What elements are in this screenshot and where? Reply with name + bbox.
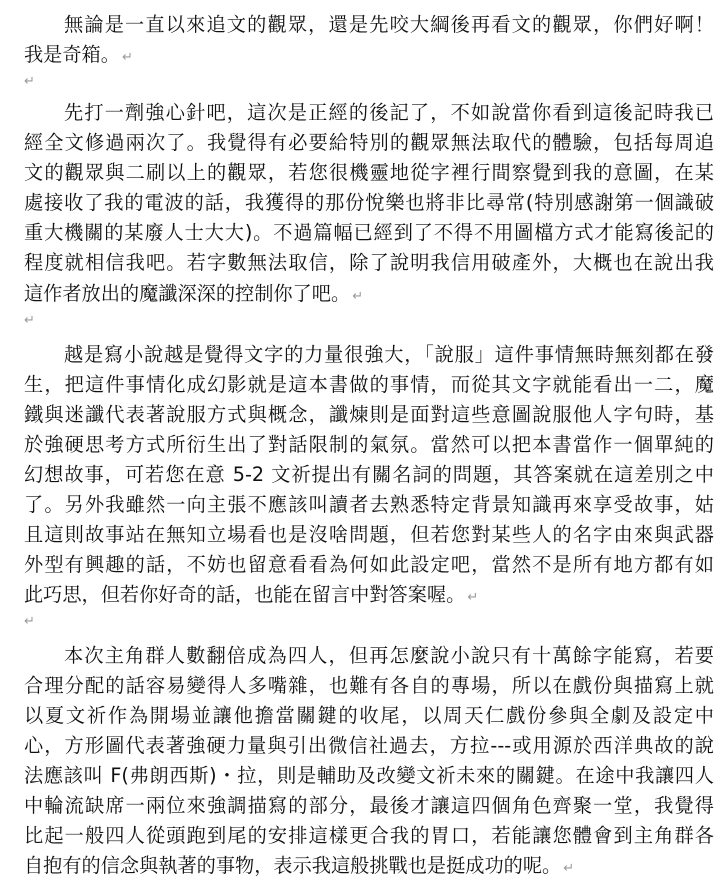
paragraph-2-line-7-text: 這作者放出的魔讖深深的控制你了吧。 [24, 282, 351, 305]
paragraph-3-line-1: 越是寫小說越是覺得文字的力量很強大，「說服」這件事情無時無刻都在發 [64, 343, 714, 366]
paragraph-2-line-3: 文的觀眾與二刷以上的觀眾，若您很機靈地從字裡行間察覺到我的意圖，在某 [24, 161, 714, 184]
paragraph-4-line-6: 中輪流缺席一兩位來強調描寫的部分，最後才讓這四個角色齊聚一堂，我覺得 [24, 794, 714, 817]
paragraph-3-line-3: 鐵與迷讖代表著說服方式與概念，讖煉則是面對這些意圖說服他人字句時，基 [24, 403, 714, 426]
paragraph-3-line-8: 外型有興趣的話，不妨也留意看看為何如此設定吧，當然不是所有地方都有如 [24, 553, 714, 576]
empty-line-mark-icon: ↵ [24, 74, 35, 89]
paragraph-3-line-2: 生，把這件事情化成幻影就是這本書做的事情，而從其文字就能看出一二，魔 [24, 373, 714, 396]
paragraph-2-line-7 [24, 279, 714, 309]
paragraph-3-line-5: 幻想故事，可若您在意 5-2 文祈提出有關名詞的問題，其答案就在這差別之中 [24, 463, 714, 486]
empty-line-mark-icon: ↵ [24, 313, 35, 328]
paragraph-mark-icon: ↵ [467, 590, 479, 605]
paragraph-3-line-7: 且這則故事站在無知立場看也是沒啥問題，但若您對某些人的名字由來與武器 [24, 523, 714, 546]
paragraph-3-line-4: 於強硬思考方式所衍生出了對話限制的氣氛。當然可以把本書當作一個單純的 [24, 433, 714, 456]
paragraph-4-line-8 [24, 851, 714, 881]
paragraph-3-line-6: 了。另外我雖然一向主張不應該叫讀者去熟悉特定背景知識再來享受故事，姑 [24, 493, 714, 516]
paragraph-2-line-5: 重大機關的某廢人士大大)。不過篇幅已經到了不得不用圖檔方式才能寫後記的 [24, 221, 714, 244]
paragraph-2-line-6: 程度就相信我吧。若字數無法取信，除了說明我信用破產外，大概也在說出我 [24, 251, 714, 274]
paragraph-4-line-4: 心，方形圖代表著強硬力量與引出微信社過去，方拉---或用源於西洋典故的說 [24, 734, 714, 757]
paragraph-3-line-9-text: 此巧思，但若你好奇的話，也能在留言中對答案喔。 [24, 583, 466, 606]
paragraph-mark-icon: ↵ [563, 861, 575, 876]
paragraph-4-line-2: 合理分配的話容易變得人多嘴雜，也難有各自的專場，所以在戲份與描寫上就 [24, 674, 714, 697]
paragraph-2-line-4: 處接收了我的電波的話，我獲得的那份悅樂也將非比尋常(特別感謝第一個識破 [24, 191, 714, 214]
paragraph-4-line-1: 本次主角群人數翻倍成為四人，但再怎麼說小說只有十萬餘字能寫，若要 [64, 644, 714, 667]
paragraph-4-line-5: 法應該叫 F(弗朗西斯)・拉，則是輔助及改變文祈未來的關鍵。在途中我讓四人 [24, 764, 714, 787]
paragraph-1-line-2 [24, 40, 714, 70]
paragraph-2-line-1: 先打一劑強心針吧，這次是正經的後記了，不如說當你看到這後記時我已 [64, 101, 714, 124]
paragraph-mark-icon: ↵ [121, 50, 133, 65]
paragraph-4-line-3: 以夏文祈作為開場並讓他擔當關鍵的收尾，以周天仁戲份參與全劇及設定中 [24, 704, 714, 727]
paragraph-3-line-9 [24, 580, 714, 610]
empty-line-mark-icon: ↵ [24, 614, 35, 629]
paragraph-4-line-8-text: 自抱有的信念與執著的事物，表示我這般挑戰也是挺成功的呢。 [24, 854, 562, 877]
paragraph-2-line-2: 經全文修過兩次了。我覺得有必要給特別的觀眾無法取代的體驗，包括每周追 [24, 131, 714, 154]
paragraph-1-line-2-text: 我是奇箱。 [24, 43, 120, 66]
paragraph-1-line-1: 無論是一直以來追文的觀眾，還是先咬大綱後再看文的觀眾，你們好啊！ [64, 13, 714, 36]
paragraph-4-line-7: 比起一般四人從頭跑到尾的安排這樣更合我的胃口，若能讓您體會到主角群各 [24, 824, 714, 847]
paragraph-mark-icon: ↵ [352, 289, 364, 304]
